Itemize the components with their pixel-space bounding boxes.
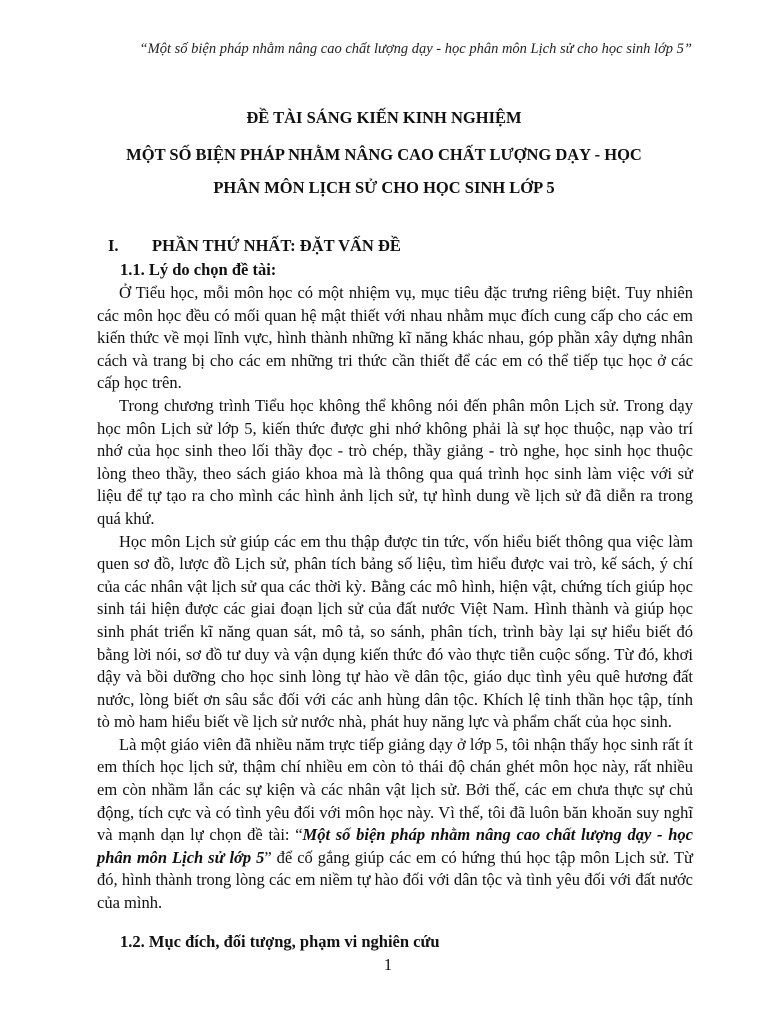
document-title-line-3: PHÂN MÔN LỊCH SỬ CHO HỌC SINH LỚP 5 <box>213 178 555 197</box>
topic-title-emphasis: Một số biện pháp nhằm nâng cao chất lượng dạy - học phân môn Lịch sử lớp 5 <box>97 825 693 867</box>
page-number: 1 <box>383 955 393 974</box>
section-title: PHẦN THỨ NHẤT: ĐẶT VẤN ĐỀ <box>152 236 401 255</box>
paragraph: Ở Tiểu học, mỗi môn học có một nhiệm vụ, mục tiêu đặc trưng riêng biệt. Tuy nhiên các môn học đều có mối quan hệ mật thiết với nhau nhằm mục đích cung cấp cho các em kiến thức về mọi lĩnh vực, hình thành những kĩ năng khác nhau, góp phần xây dựng nhân cách và trang bị cho các em những tri thức cần thiết để các em có thể tiếp tục học ở các cấp học trên. <box>97 283 693 393</box>
running-header: “Một số biện pháp nhằm nâng cao chất lượng dạy - học phân môn Lịch sử cho học sinh lớp 5” <box>139 41 692 57</box>
paragraph-topic-choice <box>97 734 693 915</box>
paragraph-text: ” để cố gắng giúp các em có hứng thú học tập môn Lịch sử. Từ đó, hình thành trong lòng các em niềm tự hào đối với dân tộc và tình yêu đối với đất nước của mình. <box>97 847 693 913</box>
paragraph-text: Là một giáo viên đã nhiều năm trực tiếp giảng dạy ở lớp 5, tôi nhận thấy học sinh rất ít em thích học lịch sử, thậm chí nhiều em còn tỏ thái độ chán ghét môn học này, rất nhiều em còn nhầm lẫn các sự kiện và các nhân vật lịch sử. Bởi thế, các em chưa thực sự chủ động, tích cực và có tình yêu đối với môn học này. Vì thế, tôi đã luôn băn khoăn suy nghĩ và mạnh dạn lự chọn đề tài: “ <box>97 734 693 845</box>
document-title-line-2: MỘT SỐ BIỆN PHÁP NHẰM NÂNG CAO CHẤT LƯỢNG DẠY - HỌC <box>126 145 642 164</box>
document-title-line-1: ĐỀ TÀI SÁNG KIẾN KINH NGHIỆM <box>246 108 522 127</box>
body-text <box>97 282 693 915</box>
section-number: I. <box>108 236 119 255</box>
subsection-heading-1-2: 1.2. Mục đích, đối tượng, phạm vi nghiên cứu <box>120 932 440 951</box>
section-heading <box>108 236 401 256</box>
subsection-heading-1-1: 1.1. Lý do chọn đề tài: <box>120 260 277 279</box>
paragraph: Trong chương trình Tiểu học không thể không nói đến phân môn Lịch sử. Trong dạy học môn Lịch sử lớp 5, kiến thức được ghi nhớ không phải là sự học thuộc, nạp vào trí nhớ của học sinh theo lối thầy đọc - trò chép, thầy giảng - trò nghe, học sinh học thuộc lòng theo thầy, theo sách giáo khoa mà là thông qua quá trình học sinh làm việc với sử liệu để tự tạo ra cho mình các hình ảnh lịch sử, tự hình dung về lịch sử đã diễn ra trong quá khứ. <box>97 395 693 528</box>
paragraph: Học môn Lịch sử giúp các em thu thập được tin tức, vốn hiểu biết thông qua việc làm quen sơ đồ, lược đồ Lịch sử, phân tích bảng số liệu, tìm hiểu được vai trò, kế sách, ý chí của các nhân vật lịch sử qua các thời kỳ. Bằng các mô hình, hiện vật, chứng tích giúp học sinh tái hiện được các giai đoạn lịch sử của đất nước Việt Nam. Hình thành và giúp học sinh phát triển kĩ năng quan sát, mô tả, so sánh, phân tích, trình bày lại sự hiểu biết đó bằng lời nói, sơ đồ tư duy và vận dụng kiến thức đó vào thực tiễn cuộc sống. Từ đó, khơi dậy và bồi dưỡng cho học sinh lòng tự hào về dân tộc, giáo dục tình yêu quê hương đất nước, lòng biết ơn sâu sắc đối với các anh hùng dân tộc. Khích lệ tinh thần học tập, tính tò mò ham hiểu biết về lịch sử nước nhà, phát huy năng lực và phẩm chất của học sinh. <box>97 531 693 732</box>
